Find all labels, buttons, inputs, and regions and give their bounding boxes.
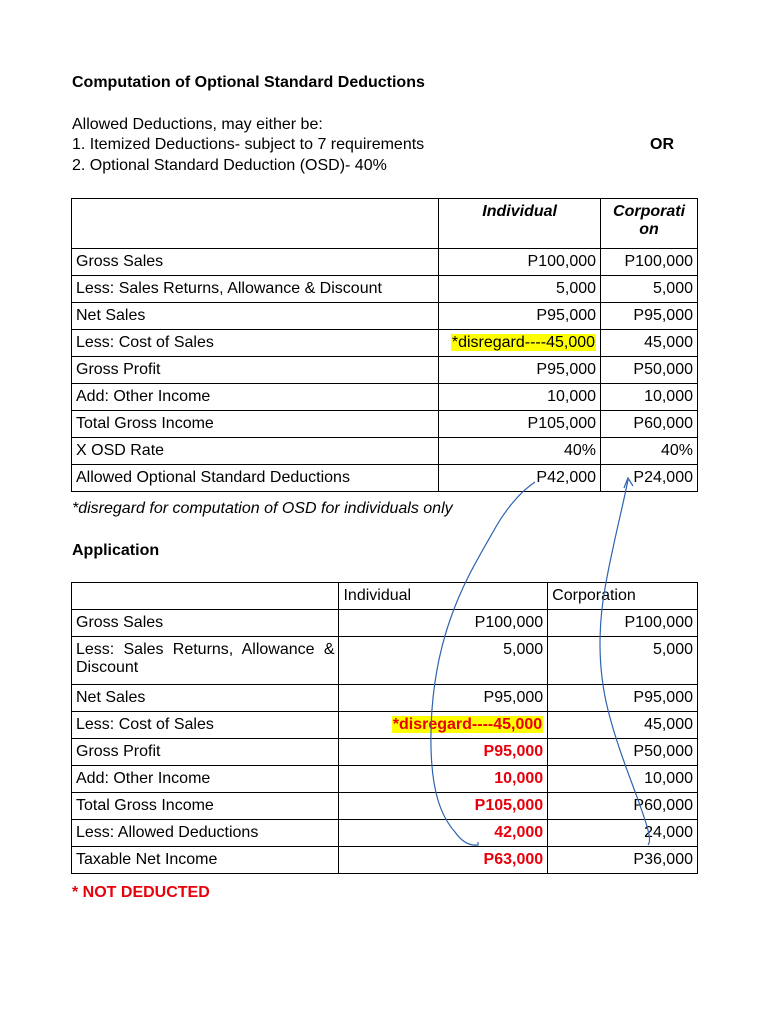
row-label: X OSD Rate <box>72 438 439 465</box>
table-header-row <box>72 199 698 249</box>
corporation-value: 45,000 <box>601 330 698 357</box>
corporation-value: 10,000 <box>601 384 698 411</box>
row-label: Add: Other Income <box>72 766 339 793</box>
corporation-value: P60,000 <box>601 411 698 438</box>
header-corporation: Corporati on <box>601 199 698 249</box>
corporation-value: P50,000 <box>548 739 698 766</box>
table-row <box>72 610 698 637</box>
table-row <box>72 303 698 330</box>
corporation-value: 5,000 <box>548 637 698 685</box>
table-row <box>72 712 698 739</box>
corporation-value: 40% <box>601 438 698 465</box>
row-label: Total Gross Income <box>72 411 439 438</box>
table-row <box>72 820 698 847</box>
row-label: Less: Sales Returns, Allowance & Discount <box>72 276 439 303</box>
individual-value: P105,000 <box>339 793 548 820</box>
individual-value: P42,000 <box>439 465 601 492</box>
row-label: Gross Profit <box>72 739 339 766</box>
individual-value: 10,000 <box>339 766 548 793</box>
corporation-value: 10,000 <box>548 766 698 793</box>
individual-value: 40% <box>439 438 601 465</box>
application-table <box>71 582 698 874</box>
footnote: *disregard for computation of OSD for individuals only <box>72 500 453 517</box>
corporation-value: P100,000 <box>601 249 698 276</box>
row-label: Allowed Optional Standard Deductions <box>72 465 439 492</box>
table-header-row <box>72 583 698 610</box>
individual-value: P95,000 <box>439 303 601 330</box>
individual-value: 5,000 <box>439 276 601 303</box>
table-row <box>72 766 698 793</box>
corporation-value: P36,000 <box>548 847 698 874</box>
header-blank <box>72 199 439 249</box>
row-label: Net Sales <box>72 303 439 330</box>
corporation-value: P95,000 <box>601 303 698 330</box>
corporation-value: P95,000 <box>548 685 698 712</box>
individual-value: P95,000 <box>439 357 601 384</box>
individual-value: P105,000 <box>439 411 601 438</box>
individual-value: 5,000 <box>339 637 548 685</box>
table-row <box>72 411 698 438</box>
row-label: Total Gross Income <box>72 793 339 820</box>
corporation-value: 5,000 <box>601 276 698 303</box>
individual-value <box>439 330 601 357</box>
row-label: Less: Cost of Sales <box>72 330 439 357</box>
row-label: Gross Sales <box>72 610 339 637</box>
row-label: Less: Cost of Sales <box>72 712 339 739</box>
header-blank <box>72 583 339 610</box>
header-corporation: Corporation <box>548 583 698 610</box>
header-individual: Individual <box>439 199 601 249</box>
corporation-value: 24,000 <box>548 820 698 847</box>
disregard-highlight: *disregard----45,000 <box>451 334 596 351</box>
individual-value <box>339 712 548 739</box>
individual-value: P100,000 <box>439 249 601 276</box>
individual-value: P63,000 <box>339 847 548 874</box>
application-heading: Application <box>72 542 160 559</box>
row-label: Gross Sales <box>72 249 439 276</box>
disregard-highlight: *disregard----45,000 <box>392 716 543 733</box>
corporation-value: P50,000 <box>601 357 698 384</box>
individual-value: P95,000 <box>339 685 548 712</box>
corporation-value: P100,000 <box>548 610 698 637</box>
osd-computation-table <box>71 198 698 492</box>
header-individual: Individual <box>339 583 548 610</box>
table-row <box>72 357 698 384</box>
not-deducted-note: * NOT DEDUCTED <box>72 884 210 901</box>
individual-value: P95,000 <box>339 739 548 766</box>
row-label: Less: Sales Returns, Allowance & Discount <box>72 637 339 685</box>
corporation-value: 45,000 <box>548 712 698 739</box>
intro-line-1: Allowed Deductions, may either be: <box>72 116 323 133</box>
row-label: Less: Allowed Deductions <box>72 820 339 847</box>
table-row <box>72 330 698 357</box>
intro-line-2: 1. Itemized Deductions- subject to 7 requirements <box>72 136 425 153</box>
table-row <box>72 384 698 411</box>
table-row <box>72 847 698 874</box>
table-row <box>72 637 698 685</box>
row-label: Taxable Net Income <box>72 847 339 874</box>
or-label: OR <box>650 136 674 153</box>
table-row <box>72 438 698 465</box>
table-row <box>72 793 698 820</box>
corporation-value: P24,000 <box>601 465 698 492</box>
individual-value: 10,000 <box>439 384 601 411</box>
intro-line-3: 2. Optional Standard Deduction (OSD)- 40% <box>72 157 387 174</box>
individual-value: P100,000 <box>339 610 548 637</box>
row-label: Add: Other Income <box>72 384 439 411</box>
table-row <box>72 465 698 492</box>
table-row <box>72 739 698 766</box>
table-row <box>72 276 698 303</box>
table-row <box>72 249 698 276</box>
table-row <box>72 685 698 712</box>
page-title: Computation of Optional Standard Deductions <box>72 74 425 91</box>
individual-value: 42,000 <box>339 820 548 847</box>
corporation-value: P60,000 <box>548 793 698 820</box>
row-label: Gross Profit <box>72 357 439 384</box>
row-label: Net Sales <box>72 685 339 712</box>
